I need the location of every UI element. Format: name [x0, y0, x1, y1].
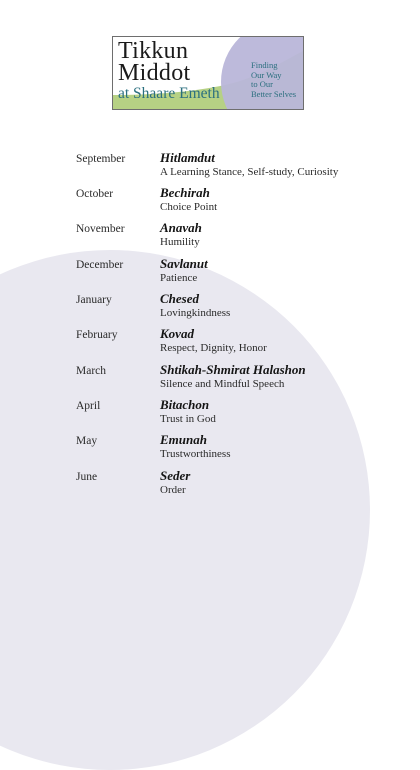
schedule-month: May — [76, 435, 98, 447]
schedule-month: November — [76, 223, 125, 235]
logo-tagline-line: Finding — [251, 60, 278, 70]
schedule-month: April — [76, 400, 101, 412]
schedule-month: June — [76, 471, 98, 483]
schedule-middah-english: Patience — [160, 272, 198, 284]
logo-title-line1: Tikkun — [118, 38, 189, 64]
schedule-middah-hebrew: Bitachon — [160, 397, 210, 412]
schedule-row — [0, 150, 420, 182]
logo-title-line3: at Shaare Emeth — [118, 85, 220, 102]
schedule-row — [0, 185, 420, 217]
schedule-month: February — [76, 329, 118, 341]
schedule-month: December — [76, 259, 124, 271]
schedule-middah-english: Trust in God — [160, 413, 216, 425]
schedule-row — [0, 326, 420, 358]
logo-tagline-line: Our Way — [251, 69, 282, 80]
schedule-middah-english: Trustworthiness — [160, 448, 231, 460]
schedule-middah-english: Lovingkindness — [160, 307, 231, 319]
schedule-month: September — [76, 153, 126, 165]
schedule-row — [0, 362, 420, 394]
schedule-middah-english: Respect, Dignity, Honor — [160, 342, 267, 354]
schedule-middah-english: Silence and Mindful Speech — [160, 378, 285, 390]
schedule-middah-hebrew: Seder — [160, 468, 191, 483]
logo-tagline-line: Better Selves — [251, 88, 297, 99]
schedule-row — [0, 432, 420, 464]
logo-tagline-line: to Our — [251, 79, 273, 89]
logo-title — [118, 40, 220, 103]
schedule-row — [0, 397, 420, 429]
schedule-middah-english: Humility — [160, 236, 200, 248]
schedule-month: March — [76, 365, 107, 377]
schedule-middah-hebrew: Bechirah — [160, 185, 210, 200]
logo-title-line2: Middot — [118, 60, 191, 86]
schedule-middah-hebrew: Chesed — [160, 291, 199, 306]
schedule-month: January — [76, 294, 112, 306]
schedule-row — [0, 291, 420, 323]
schedule-middah-hebrew: Kovad — [160, 326, 194, 341]
schedule-middah-hebrew: Anavah — [160, 220, 202, 235]
logo — [112, 36, 304, 110]
schedule-row — [0, 220, 420, 252]
logo-tagline — [251, 61, 303, 99]
schedule-row — [0, 468, 420, 500]
schedule-middah-hebrew: Shtikah-Shmirat Halashon — [160, 362, 306, 377]
schedule-middah-english: A Learning Stance, Self-study, Curiosity — [160, 166, 339, 178]
schedule-month: October — [76, 188, 114, 200]
schedule-middah-hebrew: Emunah — [160, 432, 207, 447]
schedule-row — [0, 256, 420, 288]
schedule-middah-hebrew: Savlanut — [160, 256, 208, 271]
schedule-middah-english: Order — [160, 484, 186, 496]
schedule-middah-hebrew: Hitlamdut — [160, 150, 215, 165]
schedule-middah-english: Choice Point — [160, 201, 218, 213]
